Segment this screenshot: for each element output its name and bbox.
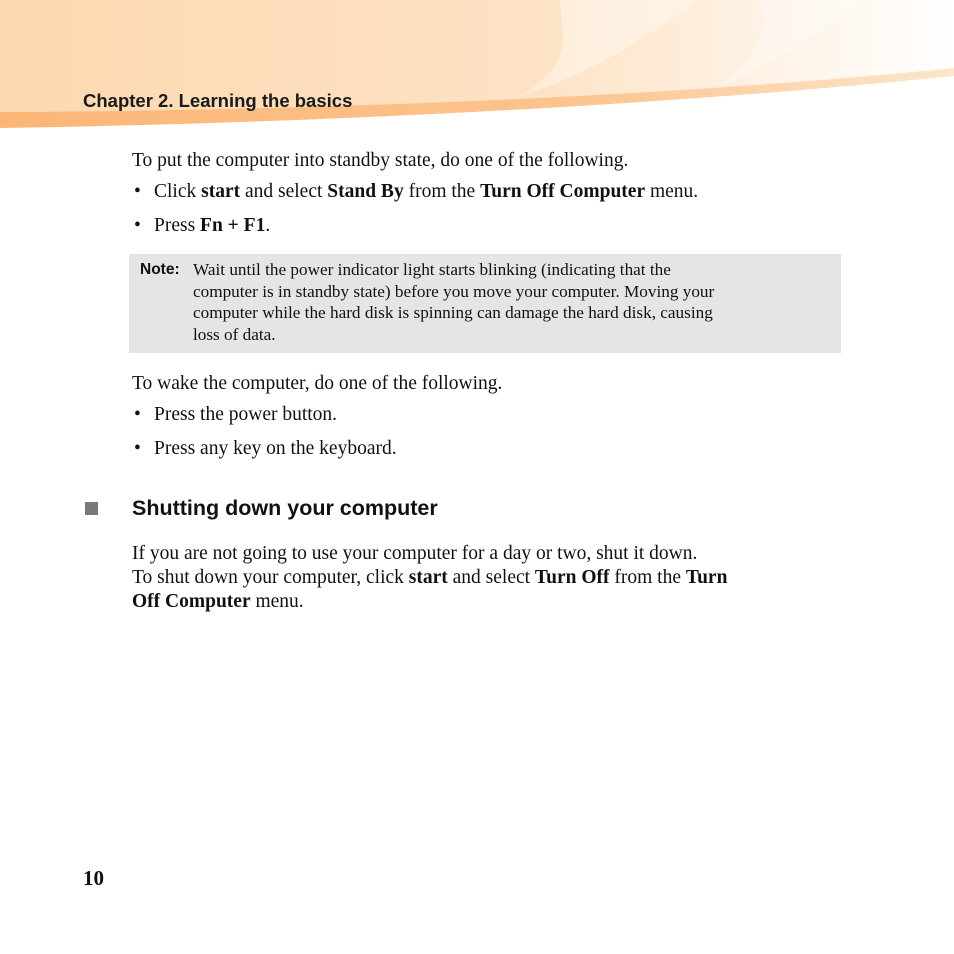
note-box (129, 254, 841, 353)
list-item: • Click start and select Stand By from the Turn Off Computer menu. (134, 181, 699, 202)
note-label: Note: (140, 261, 180, 278)
wake-intro: To wake the computer, do one of the following. (132, 373, 503, 394)
list-item: • Press any key on the keyboard. (134, 438, 397, 459)
list-item: • Press the power button. (134, 404, 338, 425)
page-number: 10 (83, 866, 104, 890)
shutdown-paragraph: If you are not going to use your computer for a day or two, shut it down. To shut down your computer, click start and select Turn Off from the Turn Off Computer menu. (132, 543, 728, 612)
header-decoration (0, 0, 954, 135)
standby-intro: To put the computer into standby state, do one of the following. (132, 150, 629, 171)
bullet-icon: • (134, 215, 141, 236)
square-bullet-icon (85, 502, 98, 515)
list-item: • Press Fn + F1. (134, 215, 271, 236)
bullet-icon: • (134, 404, 141, 425)
note-text: Wait until the power indicator light starts blinking (indicating that the computer is in standby state) before you move your computer. Moving your computer while the hard disk is spinning can damage the hard disk, causing loss of data. (193, 260, 715, 344)
bullet-icon: • (134, 438, 141, 459)
bullet-icon: • (134, 181, 141, 202)
section-heading: Shutting down your computer (132, 496, 438, 520)
chapter-title: Chapter 2. Learning the basics (83, 90, 353, 111)
